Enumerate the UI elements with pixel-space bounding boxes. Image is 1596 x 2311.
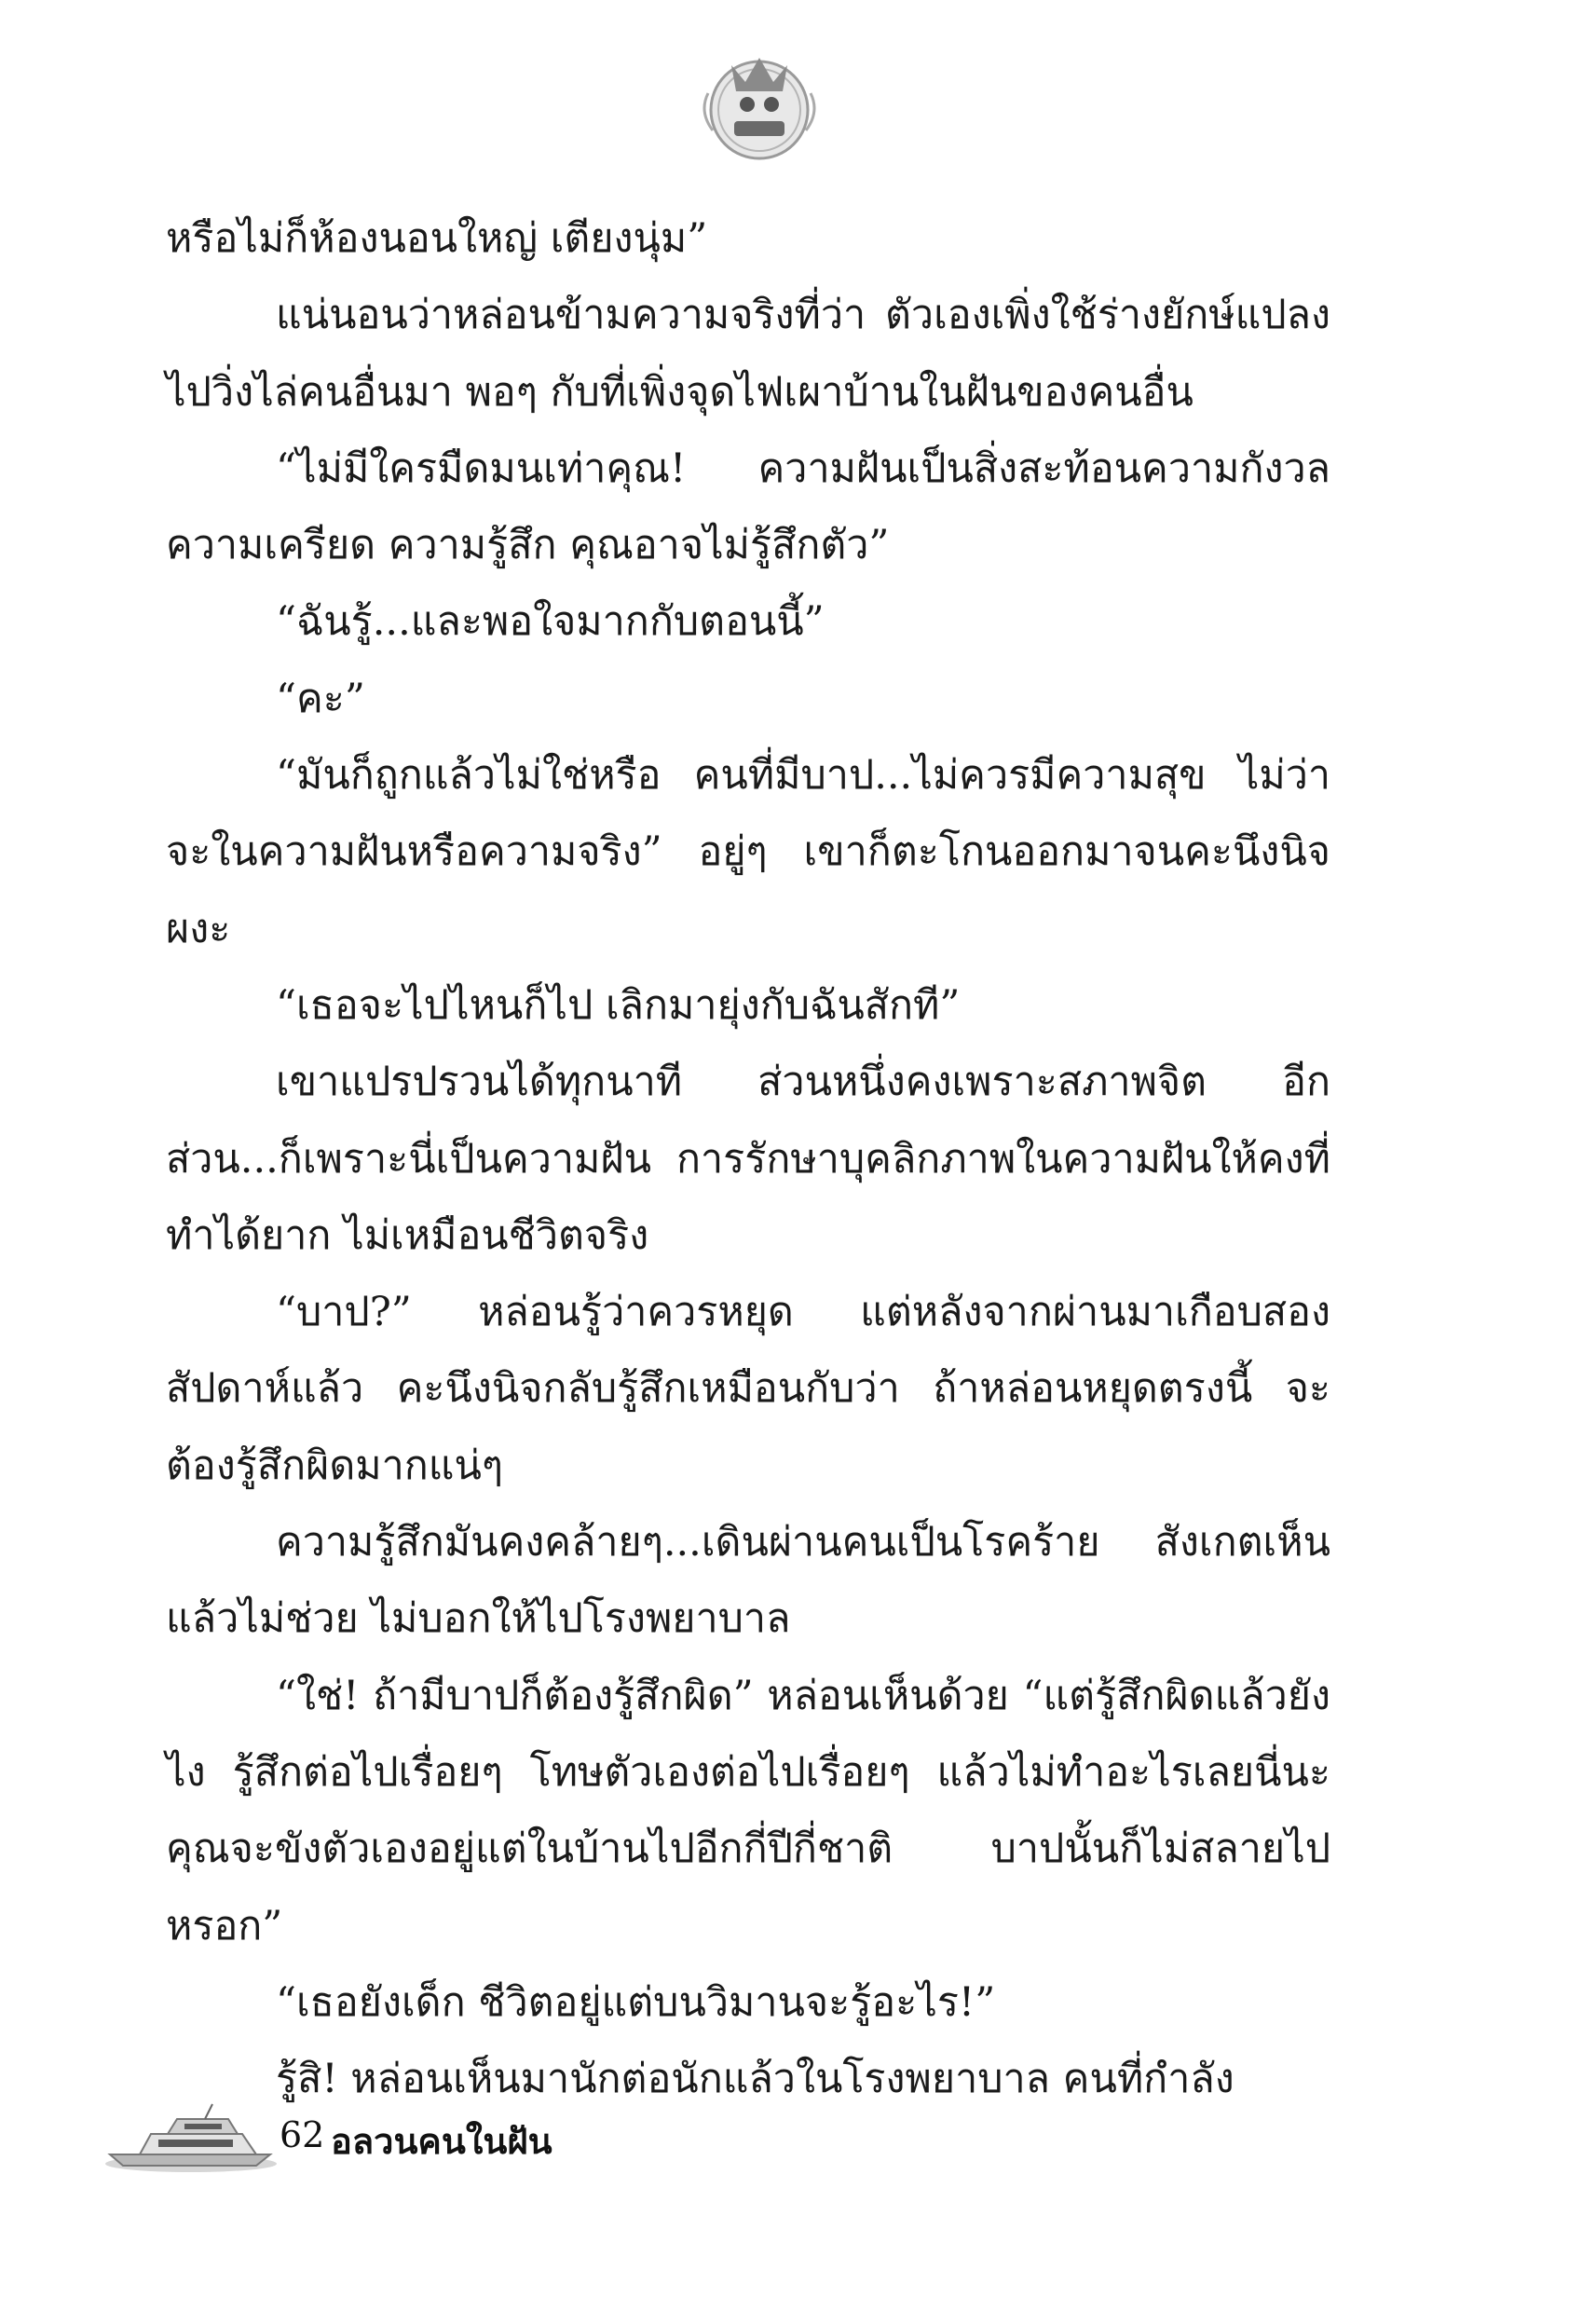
yacht-icon	[102, 2097, 280, 2176]
paragraph: “มันก็ถูกแล้วไม่ใช่หรือ คนที่มีบาป...ไม่ควรมีความสุข ไม่ว่าจะในความฝันหรือความจริง” อยู่ๆ เขาก็ตะโกนออกมาจนคะนึงนิจผงะ	[166, 752, 1330, 952]
paragraph: “คะ”	[276, 675, 365, 722]
paragraph: ความรู้สึกมันคงคล้ายๆ...เดินผ่านคนเป็นโรคร้าย สังเกตเห็นแล้วไม่ช่วย ไม่บอกให้ไปโรงพยาบาล	[166, 1519, 1330, 1643]
book-title: อลวนคนในฝัน	[331, 2121, 552, 2162]
page-footer	[102, 2092, 662, 2176]
paragraph: หรือไม่ก็ห้องนอนใหญ่ เตียงนุ่ม”	[166, 215, 708, 262]
paragraph: “ฉันรู้...และพอใจมากกับตอนนี้”	[276, 598, 825, 646]
publisher-crest-icon	[689, 37, 829, 177]
paragraph: “เธอยังเด็ก ชีวิตอยู่แต่บนวิมานจะรู้อะไร!”	[276, 1978, 996, 2026]
paragraph: “เธอจะไปไหนก็ไป เลิกมายุ่งกับฉันสักที”	[276, 981, 961, 1029]
paragraph: “ใช่! ถ้ามีบาปก็ต้องรู้สึกผิด” หล่อนเห็นด้วย “แต่รู้สึกผิดแล้วยังไง รู้สึกต่อไปเรื่อยๆ โทษตัวเองต่อไปเรื่อยๆ แล้วไม่ทำอะไรเลยนี่นะ คุณจะขังตัวเองอยู่แต่ในบ้านไปอีกกี่ปีกี่ชาติ บาปนั้นก็ไม่สลายไปหรอก”	[166, 1672, 1330, 1949]
page-number: 62	[280, 2114, 325, 2155]
paragraph: เขาแปรปรวนได้ทุกนาที ส่วนหนึ่งคงเพราะสภาพจิต อีกส่วน...ก็เพราะนี่เป็นความฝัน การรักษาบุคลิกภาพในความฝันให้คงที่ทำได้ยาก ไม่เหมือนชีวิตจริง	[166, 1059, 1330, 1259]
paragraph: “ไม่มีใครมืดมนเท่าคุณ! ความฝันเป็นสิ่งสะท้อนความกังวล ความเครียด ความรู้สึก คุณอาจไม่รู้สึกตัว”	[166, 444, 1330, 569]
paragraph: รู้สิ! หล่อนเห็นมานักต่อนักแล้วในโรงพยาบาล คนที่กำลัง	[276, 2056, 1235, 2103]
paragraph: “บาป?” หล่อนรู้ว่าควรหยุด แต่หลังจากผ่านมาเกือบสองสัปดาห์แล้ว คะนึงนิจกลับรู้สึกเหมือนกับว่า ถ้าหล่อนหยุดตรงนี้ จะต้องรู้สึกผิดมากแน่ๆ	[166, 1289, 1330, 1489]
paragraph: แน่นอนว่าหล่อนข้ามความจริงที่ว่า ตัวเองเพิ่งใช้ร่างยักษ์แปลงไปวิ่งไล่คนอื่นมา พอๆ กับที่เพิ่งจุดไฟเผาบ้านในฝันของคนอื่น	[166, 292, 1330, 416]
body-text	[166, 200, 1330, 2117]
